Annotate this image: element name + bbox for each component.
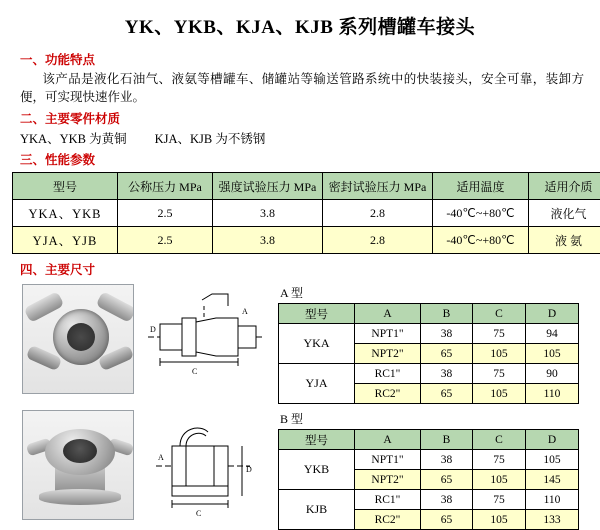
dim-b-r1-c2: 65: [421, 470, 473, 490]
dim-a-r1-c3: 105: [473, 344, 526, 364]
svg-text:C: C: [196, 509, 201, 518]
dim-b-r3-c1: RC2": [355, 510, 421, 530]
dimension-row-b: [12, 410, 588, 530]
dimension-table-b: [278, 429, 579, 530]
technical-drawing-a: [142, 284, 264, 394]
svg-text:A: A: [158, 453, 164, 462]
perf-r1-c3: 2.8: [323, 227, 433, 254]
dim-b-r3-c3: 105: [473, 510, 526, 530]
dim-b-col-2: B: [421, 430, 473, 450]
table-header-row: [13, 173, 600, 200]
perf-col-0: 型号: [13, 173, 118, 200]
dim-a-col-3: C: [473, 304, 526, 324]
dimension-table-a: [278, 303, 579, 404]
dim-a-col-0: 型号: [279, 304, 355, 324]
dim-a-r3-c4: 110: [526, 384, 579, 404]
flange-base-icon: [39, 489, 121, 505]
svg-text:D: D: [150, 325, 156, 334]
perf-r0-c4: -40℃~+80℃: [433, 200, 529, 227]
perf-r1-c1: 2.5: [118, 227, 213, 254]
dim-a-model-1: YJA: [279, 364, 355, 404]
table-row: [279, 324, 579, 344]
section-heading-dimensions: 四、主要尺寸: [20, 260, 588, 278]
dimension-table-a-wrap: [278, 284, 578, 404]
perf-col-5: 适用介质: [529, 173, 600, 200]
dim-b-col-0: 型号: [279, 430, 355, 450]
dim-a-r1-c1: NPT2": [355, 344, 421, 364]
perf-r1-c4: -40℃~+80℃: [433, 227, 529, 254]
dim-b-r1-c4: 145: [526, 470, 579, 490]
dim-a-col-1: A: [355, 304, 421, 324]
dim-a-r2-c3: 75: [473, 364, 526, 384]
technical-drawing-b: [142, 410, 264, 520]
dim-a-r2-c4: 90: [526, 364, 579, 384]
svg-text:A: A: [242, 307, 248, 316]
dim-a-r0-c3: 75: [473, 324, 526, 344]
dim-b-r2-c1: RC1": [355, 490, 421, 510]
dim-a-r3-c2: 65: [421, 384, 473, 404]
product-photo-b: [22, 410, 134, 520]
dim-b-r0-c1: NPT1": [355, 450, 421, 470]
table-header-row: [279, 304, 579, 324]
product-photo-a: [22, 284, 134, 394]
table-row: [279, 364, 579, 384]
dim-b-r0-c2: 38: [421, 450, 473, 470]
dim-a-model-0: YKA: [279, 324, 355, 364]
dimension-row-a: [12, 284, 588, 404]
table-row: [13, 200, 600, 227]
perf-r1-c5: 液 氨: [529, 227, 600, 254]
dim-b-r2-c4: 110: [526, 490, 579, 510]
dim-b-col-1: A: [355, 430, 421, 450]
section-heading-performance: 三、性能参数: [20, 150, 588, 168]
dim-b-col-3: C: [473, 430, 526, 450]
perf-r0-c3: 2.8: [323, 200, 433, 227]
dim-a-r1-c4: 105: [526, 344, 579, 364]
dim-b-r0-c4: 105: [526, 450, 579, 470]
features-paragraph: [20, 70, 584, 106]
type-label-b: B 型: [280, 410, 578, 427]
section-heading-features: 一、功能特点: [20, 50, 588, 68]
dim-b-model-1: KJB: [279, 490, 355, 530]
dim-b-col-4: D: [526, 430, 579, 450]
dimension-table-b-wrap: [278, 410, 578, 530]
dim-a-col-4: D: [526, 304, 579, 324]
svg-text:C: C: [192, 367, 197, 376]
dim-b-r0-c3: 75: [473, 450, 526, 470]
material-line-b: KJA、KJB 为不锈钢: [155, 132, 266, 146]
dim-b-model-0: YKB: [279, 450, 355, 490]
table-header-row: [279, 430, 579, 450]
features-text: 该产品是液化石油气、液氨等槽罐车、储罐站等输送管路系统中的快装接头，安全可靠，装卸方便，可实现快速作业。: [20, 72, 584, 104]
dim-a-col-2: B: [421, 304, 473, 324]
dim-a-r3-c1: RC2": [355, 384, 421, 404]
dim-b-r1-c1: NPT2": [355, 470, 421, 490]
type-label-a: A 型: [280, 284, 578, 301]
section-heading-material: 二、主要零件材质: [20, 109, 588, 127]
perf-col-3: 密封试验压力 MPa: [323, 173, 433, 200]
perf-r0-c2: 3.8: [213, 200, 323, 227]
dim-a-r2-c1: RC1": [355, 364, 421, 384]
table-row: [279, 450, 579, 470]
material-line-a: YKA、YKB 为黄铜: [20, 132, 127, 146]
material-lines: [20, 129, 588, 147]
dim-a-r0-c1: NPT1": [355, 324, 421, 344]
svg-text:D: D: [246, 465, 252, 474]
dim-a-r2-c2: 38: [421, 364, 473, 384]
perf-col-4: 适用温度: [433, 173, 529, 200]
dim-a-r0-c2: 38: [421, 324, 473, 344]
perf-col-1: 公称压力 MPa: [118, 173, 213, 200]
perf-r1-c0: YJA、YJB: [13, 227, 118, 254]
dim-a-r0-c4: 94: [526, 324, 579, 344]
dim-b-r3-c4: 133: [526, 510, 579, 530]
dim-b-r2-c2: 38: [421, 490, 473, 510]
perf-r1-c2: 3.8: [213, 227, 323, 254]
perf-r0-c5: 液化气: [529, 200, 600, 227]
table-row: [279, 490, 579, 510]
dim-b-r3-c2: 65: [421, 510, 473, 530]
performance-table: [12, 172, 600, 254]
drawing-b-svg: [142, 410, 264, 520]
page-title: YK、YKB、KJA、KJB 系列槽罐车接头: [12, 0, 588, 47]
perf-r0-c0: YKA、YKB: [13, 200, 118, 227]
perf-col-2: 强度试验压力 MPa: [213, 173, 323, 200]
dim-a-r3-c3: 105: [473, 384, 526, 404]
dim-b-r2-c3: 75: [473, 490, 526, 510]
dim-a-r1-c2: 65: [421, 344, 473, 364]
drawing-a-svg: [142, 284, 264, 394]
dimensions-area: [12, 284, 588, 530]
dim-b-r1-c3: 105: [473, 470, 526, 490]
perf-r0-c1: 2.5: [118, 200, 213, 227]
table-row: [13, 227, 600, 254]
